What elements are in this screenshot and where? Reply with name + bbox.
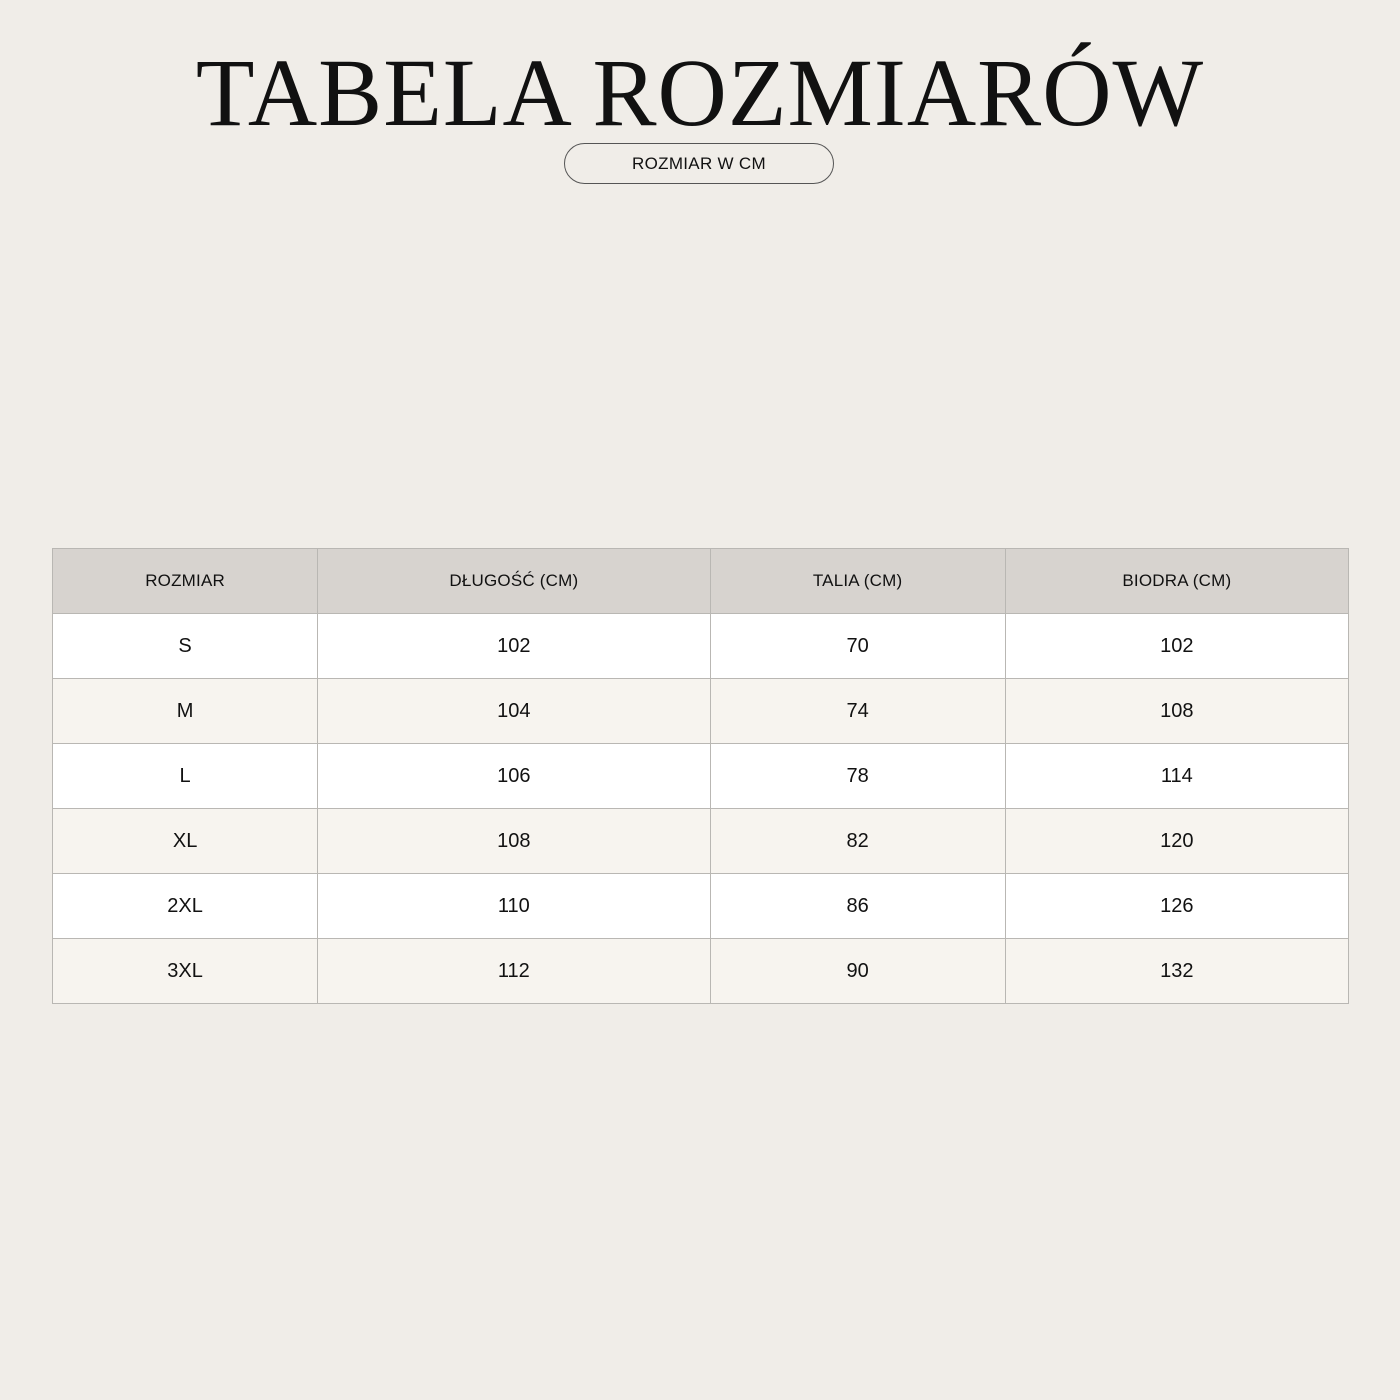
cell-length: 106 bbox=[318, 744, 710, 809]
header-hips: BIODRA (CM) bbox=[1005, 549, 1348, 614]
table-header-row bbox=[53, 549, 1349, 614]
table-row bbox=[53, 874, 1349, 939]
header-waist: TALIA (CM) bbox=[710, 549, 1005, 614]
cell-size: 3XL bbox=[53, 939, 318, 1004]
cell-hips: 114 bbox=[1005, 744, 1348, 809]
cell-waist: 70 bbox=[710, 614, 1005, 679]
cell-length: 102 bbox=[318, 614, 710, 679]
size-chart-table bbox=[52, 548, 1349, 1004]
table-row bbox=[53, 939, 1349, 1004]
cell-size: M bbox=[53, 679, 318, 744]
cell-length: 104 bbox=[318, 679, 710, 744]
cell-size: XL bbox=[53, 809, 318, 874]
cell-length: 112 bbox=[318, 939, 710, 1004]
cell-waist: 78 bbox=[710, 744, 1005, 809]
cell-waist: 74 bbox=[710, 679, 1005, 744]
cell-waist: 90 bbox=[710, 939, 1005, 1004]
header-length: DŁUGOŚĆ (CM) bbox=[318, 549, 710, 614]
cell-size: S bbox=[53, 614, 318, 679]
header-size: ROZMIAR bbox=[53, 549, 318, 614]
table-row bbox=[53, 679, 1349, 744]
cell-length: 110 bbox=[318, 874, 710, 939]
cell-size: L bbox=[53, 744, 318, 809]
cell-hips: 108 bbox=[1005, 679, 1348, 744]
table-row bbox=[53, 614, 1349, 679]
table-row bbox=[53, 744, 1349, 809]
cell-waist: 86 bbox=[710, 874, 1005, 939]
cell-hips: 120 bbox=[1005, 809, 1348, 874]
cell-length: 108 bbox=[318, 809, 710, 874]
cell-hips: 132 bbox=[1005, 939, 1348, 1004]
cell-hips: 102 bbox=[1005, 614, 1348, 679]
cell-size: 2XL bbox=[53, 874, 318, 939]
table-row bbox=[53, 809, 1349, 874]
unit-badge: ROZMIAR W CM bbox=[564, 143, 834, 184]
cell-hips: 126 bbox=[1005, 874, 1348, 939]
cell-waist: 82 bbox=[710, 809, 1005, 874]
page-title: TABELA ROZMIARÓW bbox=[195, 39, 1205, 146]
